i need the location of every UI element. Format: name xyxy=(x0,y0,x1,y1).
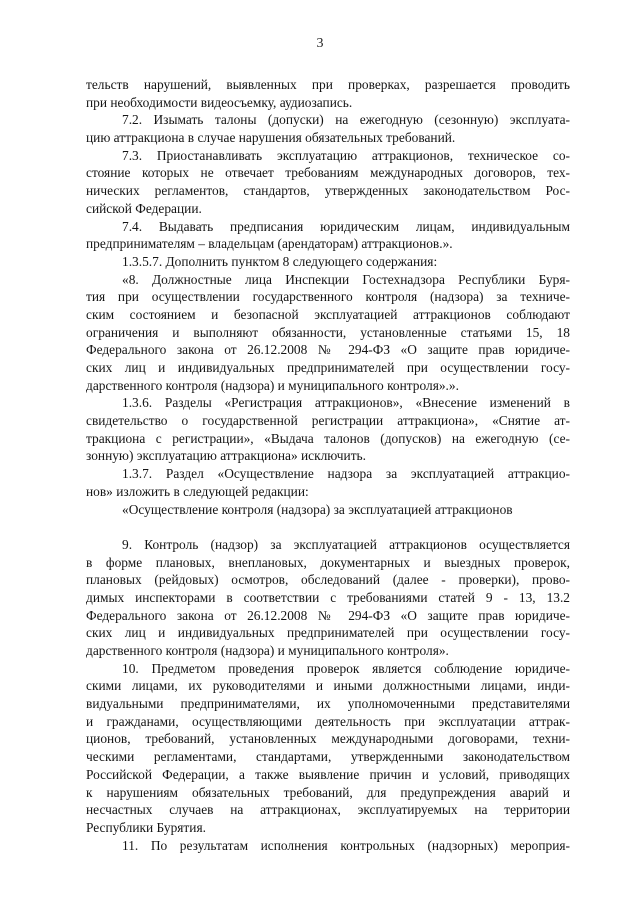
text-line: Федерального закона от 26.12.2008 № 294-ФЗ «О защите прав юридиче- xyxy=(86,342,570,358)
text-line: ских лиц и индивидуальных предпринимателей при осуществлении госу- xyxy=(86,360,570,375)
text-line: 7.3. Приостанавливать эксплуатацию аттракционов, техническое со- xyxy=(122,147,570,163)
text-line: цию аттракциона в случае нарушения обязательных требований. xyxy=(86,130,456,146)
page-number: 3 xyxy=(316,36,324,51)
blank-line xyxy=(86,518,570,536)
text-line: 1.3.7. Раздел «Осуществление надзора за эксплуатацией аттракцио- xyxy=(122,466,570,482)
document-body xyxy=(86,76,570,854)
text-line: и гражданами, осуществляющими деятельность при эксплуатации аттрак- xyxy=(86,713,570,729)
text-line: ограничения и выполняют обязанности, установленные статьями 15, 18 xyxy=(86,324,570,340)
text-line: нических регламентов, стандартов, утвержденных законодательством Рос- xyxy=(86,183,570,199)
text-line: димых инспекторами в соответствии с требованиями статей 9 - 13, 13.2 xyxy=(86,589,570,605)
text-line: тракциона с регистрации», «Выдача талонов (допусков) на ежегодную (се- xyxy=(86,430,570,446)
text-line: «Осуществление контроля (надзора) за эксплуатацией аттракционов xyxy=(122,501,513,517)
text-line: тия при осуществлении государственного контроля (надзора) за техниче- xyxy=(86,289,570,305)
text-line: несчастных случаев на аттракционах, эксплуатируемых на территории xyxy=(86,802,570,818)
text-line: свидетельство о государственной регистрации аттракциона», «Снятие ат- xyxy=(86,413,570,429)
text-line: нов» изложить в следующей редакции: xyxy=(86,483,309,499)
text-line: «8. Должностные лица Инспекции Гостехнадзора Республики Буря- xyxy=(122,271,570,287)
text-line: Республики Бурятия. xyxy=(86,819,206,835)
text-line: ционов, требований, установленных международными договорами, техни- xyxy=(86,731,570,747)
text-line: зонную) эксплуатацию аттракциона» исключить. xyxy=(86,448,366,464)
text-line: 7.4. Выдавать предписания юридическим лицам, индивидуальным xyxy=(122,218,570,234)
text-line: тельств нарушений, выявленных при проверках, разрешается проводить xyxy=(86,77,570,92)
text-line: ским состоянием и безопасной эксплуатацией аттракционов соблюдают xyxy=(86,306,570,322)
text-line: стояние которых не отвечает требованиям международных договоров, тех- xyxy=(86,165,570,181)
text-line: Федерального закона от 26.12.2008 № 294-ФЗ «О защите прав юридиче- xyxy=(86,607,570,623)
text-line: ческими регламентами, стандартами, утвержденными законодательством xyxy=(86,749,570,765)
text-line: видуальными предпринимателями, их уполномоченными представителями xyxy=(86,696,570,712)
text-line: Российской Федерации, а также выявление причин и условий, приводящих xyxy=(86,766,570,782)
text-line: 1.3.5.7. Дополнить пунктом 8 следующего содержания: xyxy=(122,253,438,269)
text-line: к нарушениям обязательных требований, для предупреждения аварий и xyxy=(86,784,570,800)
text-line: дарственного контроля (надзора) и муниципального контроля». xyxy=(86,643,449,658)
text-line: дарственного контроля (надзора) и муниципального контроля».». xyxy=(86,377,459,393)
text-line: предпринимателям – владельцам (арендаторам) аттракционов.». xyxy=(86,236,453,252)
text-line: скими лицами, их руководителями и иными должностными лицами, инди- xyxy=(86,678,570,694)
text-line: 10. Предметом проведения проверок является соблюдение юридиче- xyxy=(122,660,570,676)
text-line: 7.2. Изымать талоны (допуски) на ежегодную (сезонную) эксплуата- xyxy=(122,112,570,128)
text-line: плановых (рейдовых) осмотров, обследований (далее - проверки), прово- xyxy=(86,572,570,588)
text-line: при необходимости видеосъемку, аудиозапись. xyxy=(86,94,353,110)
text-line: 1.3.6. Разделы «Регистрация аттракционов», «Внесение изменений в xyxy=(122,395,570,411)
text-line: сийской Федерации. xyxy=(86,200,202,216)
text-line: 9. Контроль (надзор) за эксплуатацией аттракционов осуществляется xyxy=(122,536,570,552)
text-line: ских лиц и индивидуальных предпринимателей при осуществлении госу- xyxy=(86,625,570,641)
text-line: в форме плановых, внеплановых, документарных и выездных проверок, xyxy=(86,554,570,570)
text-line: 11. По результатам исполнения контрольных (надзорных) мероприя- xyxy=(122,837,570,853)
